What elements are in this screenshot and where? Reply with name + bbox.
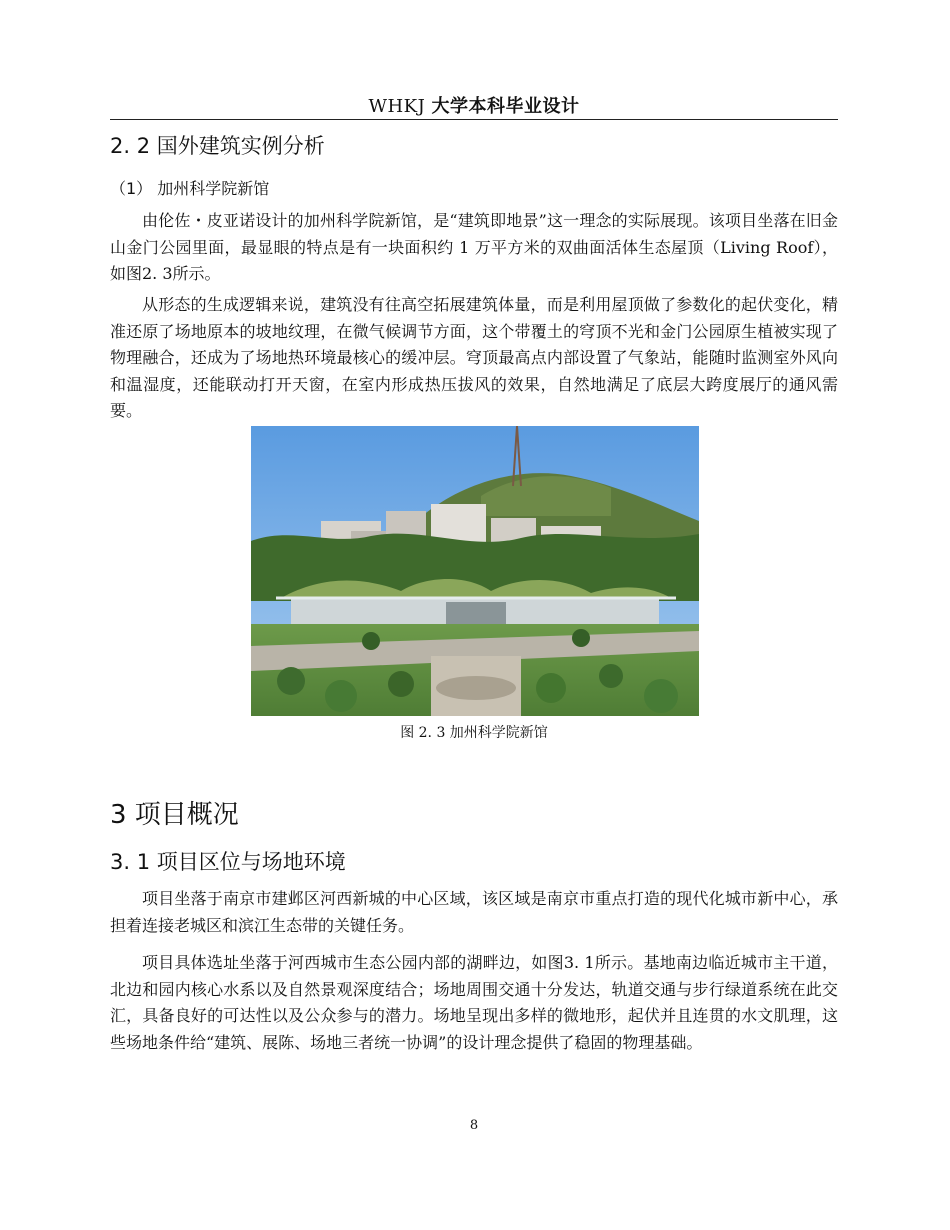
header-rule [110, 119, 838, 120]
figure-caption: 图 2. 3 加州科学院新馆 [400, 725, 548, 741]
header-title: 大学本科毕业设计 [431, 96, 580, 117]
paragraph-3-1-2: 项目具体选址坐落于河西城市生态公园内部的湖畔边，如图3. 1所示。基地南边临近城市主干道，北边和园内核心水系以及自然景观深度结合；场地周围交通十分发达，轨道交通与步行绿道系统在此交汇，具备良好的可达性以及公众参与的潜力。场地呈现出多样的微地形，起伏并且连贯的水文肌理，这些场地条件给“建筑、展陈、场地三者统一协调”的设计理念提供了稳固的物理基础。 [110, 953, 838, 1052]
running-header [110, 92, 838, 118]
header-latin: WHKJ [368, 96, 426, 117]
subsection-heading-1: （1） 加州科学院新馆 [110, 179, 270, 198]
paragraph-2-2-2: 从形态的生成逻辑来说，建筑没有往高空拓展建筑体量，而是利用屋顶做了参数化的起伏变化，精准还原了场地原本的坡地纹理，在微气候调节方面，这个带覆土的穹顶不光和金门公园原生植被实现了物理融合，还成为了场地热环境最核心的缓冲层。穹顶最高点内部设置了气象站，能随时监测室外风向和温湿度，还能联动打开天窗，在室内形成热压拔风的效果，自然地满足了底层大跨度展厅的通风需要。 [110, 295, 838, 420]
photo-illustration [251, 426, 699, 716]
paragraph-3-1-1: 项目坐落于南京市建邺区河西新城的中心区域，该区域是南京市重点打造的现代化城市新中心，承担着连接老城区和滨江生态带的关键任务。 [110, 889, 838, 935]
section-heading-3-1: 3. 1 项目区位与场地环境 [110, 850, 346, 874]
chapter-heading-3: 3 项目概况 [110, 800, 239, 830]
california-academy-photo [251, 426, 699, 716]
section-heading-2-2: 2. 2 国外建筑实例分析 [110, 134, 325, 158]
paragraph-2-2-1: 由伦佐・皮亚诺设计的加州科学院新馆，是“建筑即地景”这一理念的实际展现。该项目坐落在旧金山金门公园里面，最显眼的特点是有一块面积约 1 万平方米的双曲面活体生态屋顶（Living Roof），如图2. 3所示。 [110, 211, 838, 283]
page-number: 8 [469, 1118, 479, 1133]
